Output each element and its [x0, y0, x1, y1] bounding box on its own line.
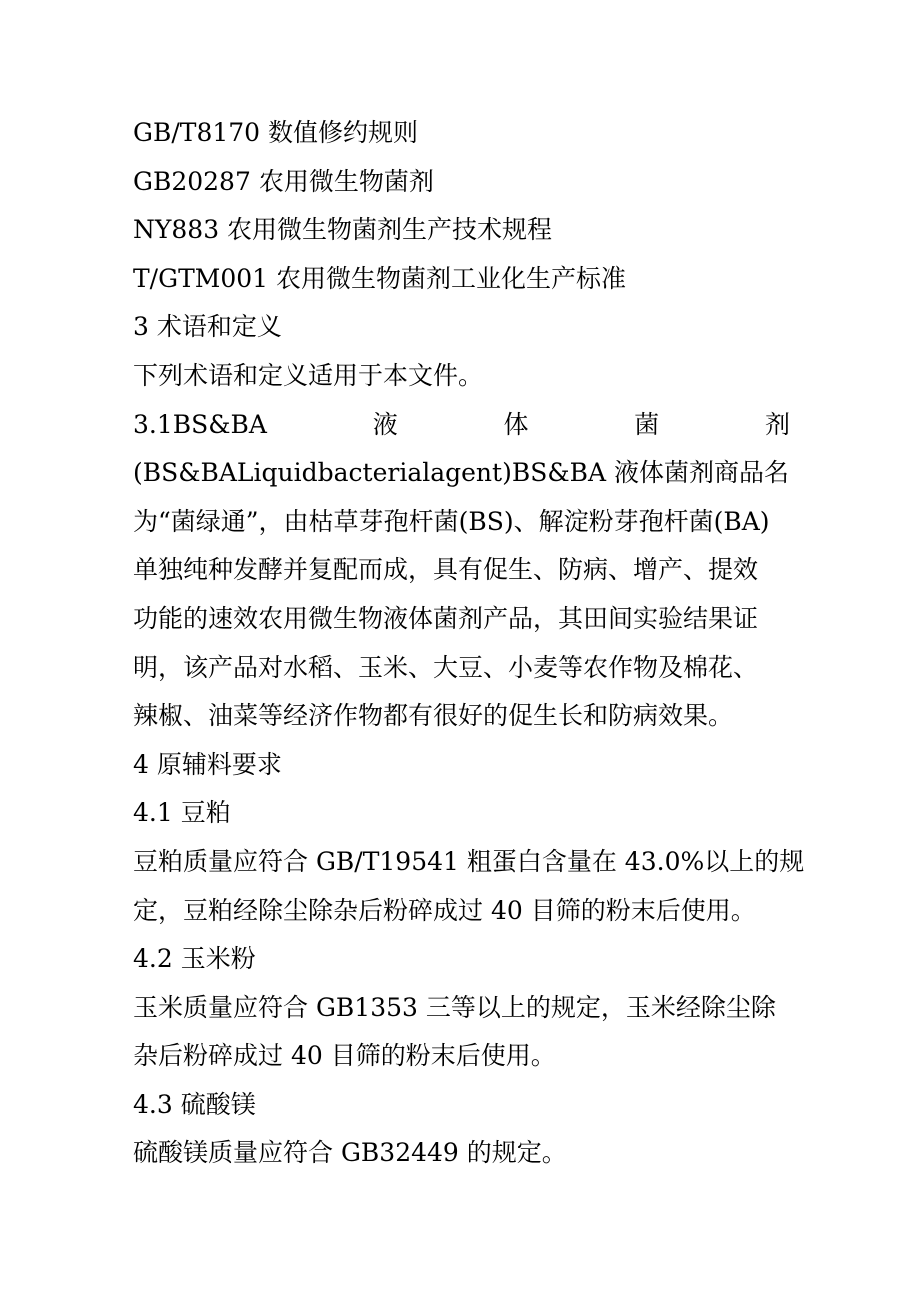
document-page — [133, 109, 805, 1178]
section-heading: 3 术语和定义 — [133, 312, 282, 342]
term-word: 剂 — [764, 409, 790, 439]
subsection-heading: 4.1 豆粕 — [133, 798, 231, 828]
body-line: 玉米质量应符合 GB1353 三等以上的规定，玉米经除尘除 — [133, 992, 776, 1022]
reference-line: GB20287 农用微生物菌剂 — [133, 166, 434, 196]
reference-line: GB/T8170 数值修约规则 — [133, 118, 419, 147]
section-intro: 下列术语和定义适用于本文件。 — [133, 360, 484, 390]
reference-line: NY883 农用微生物菌剂生产技术规程 — [133, 215, 553, 245]
term-word: 体 — [503, 409, 529, 439]
reference-line: T/GTM001 农用微生物菌剂工业化生产标准 — [133, 263, 627, 293]
term-title-line — [133, 401, 790, 450]
term-body-line: 辣椒、油菜等经济作物都有很好的促生长和防病效果。 — [133, 701, 734, 731]
term-body-line: 为“菌绿通”，由枯草芽孢杆菌(BS)、解淀粉芽孢杆菌(BA) — [133, 506, 770, 536]
term-body-line: 明，该产品对水稻、玉米、大豆、小麦等农作物及棉花、 — [133, 652, 759, 682]
term-word: 菌 — [634, 409, 660, 439]
term-body-line: 单独纯种发酵并复配而成，具有促生、防病、增产、提效 — [133, 555, 759, 585]
subsection-heading: 4.3 硫酸镁 — [133, 1089, 256, 1119]
body-line: 硫酸镁质量应符合 GB32449 的规定。 — [133, 1138, 567, 1168]
term-body-line: (BS&BALiquidbacterialagent)BS&BA 液体菌剂商品名 — [133, 458, 789, 488]
body-line: 杂后粉碎成过 40 目筛的粉末后使用。 — [133, 1041, 556, 1071]
subsection-heading: 4.2 玉米粉 — [133, 944, 256, 974]
body-line: 豆粕质量应符合 GB/T19541 粗蛋白含量在 43.0%以上的规 — [133, 846, 805, 876]
term-word: 液 — [372, 409, 398, 439]
term-number: 3.1BS&BA — [133, 409, 267, 439]
body-line: 定，豆粕经除尘除杂后粉碎成过 40 目筛的粉末后使用。 — [133, 895, 756, 925]
section-heading: 4 原辅料要求 — [133, 749, 282, 779]
term-body-line: 功能的速效农用微生物液体菌剂产品，其田间实验结果证 — [133, 603, 759, 633]
